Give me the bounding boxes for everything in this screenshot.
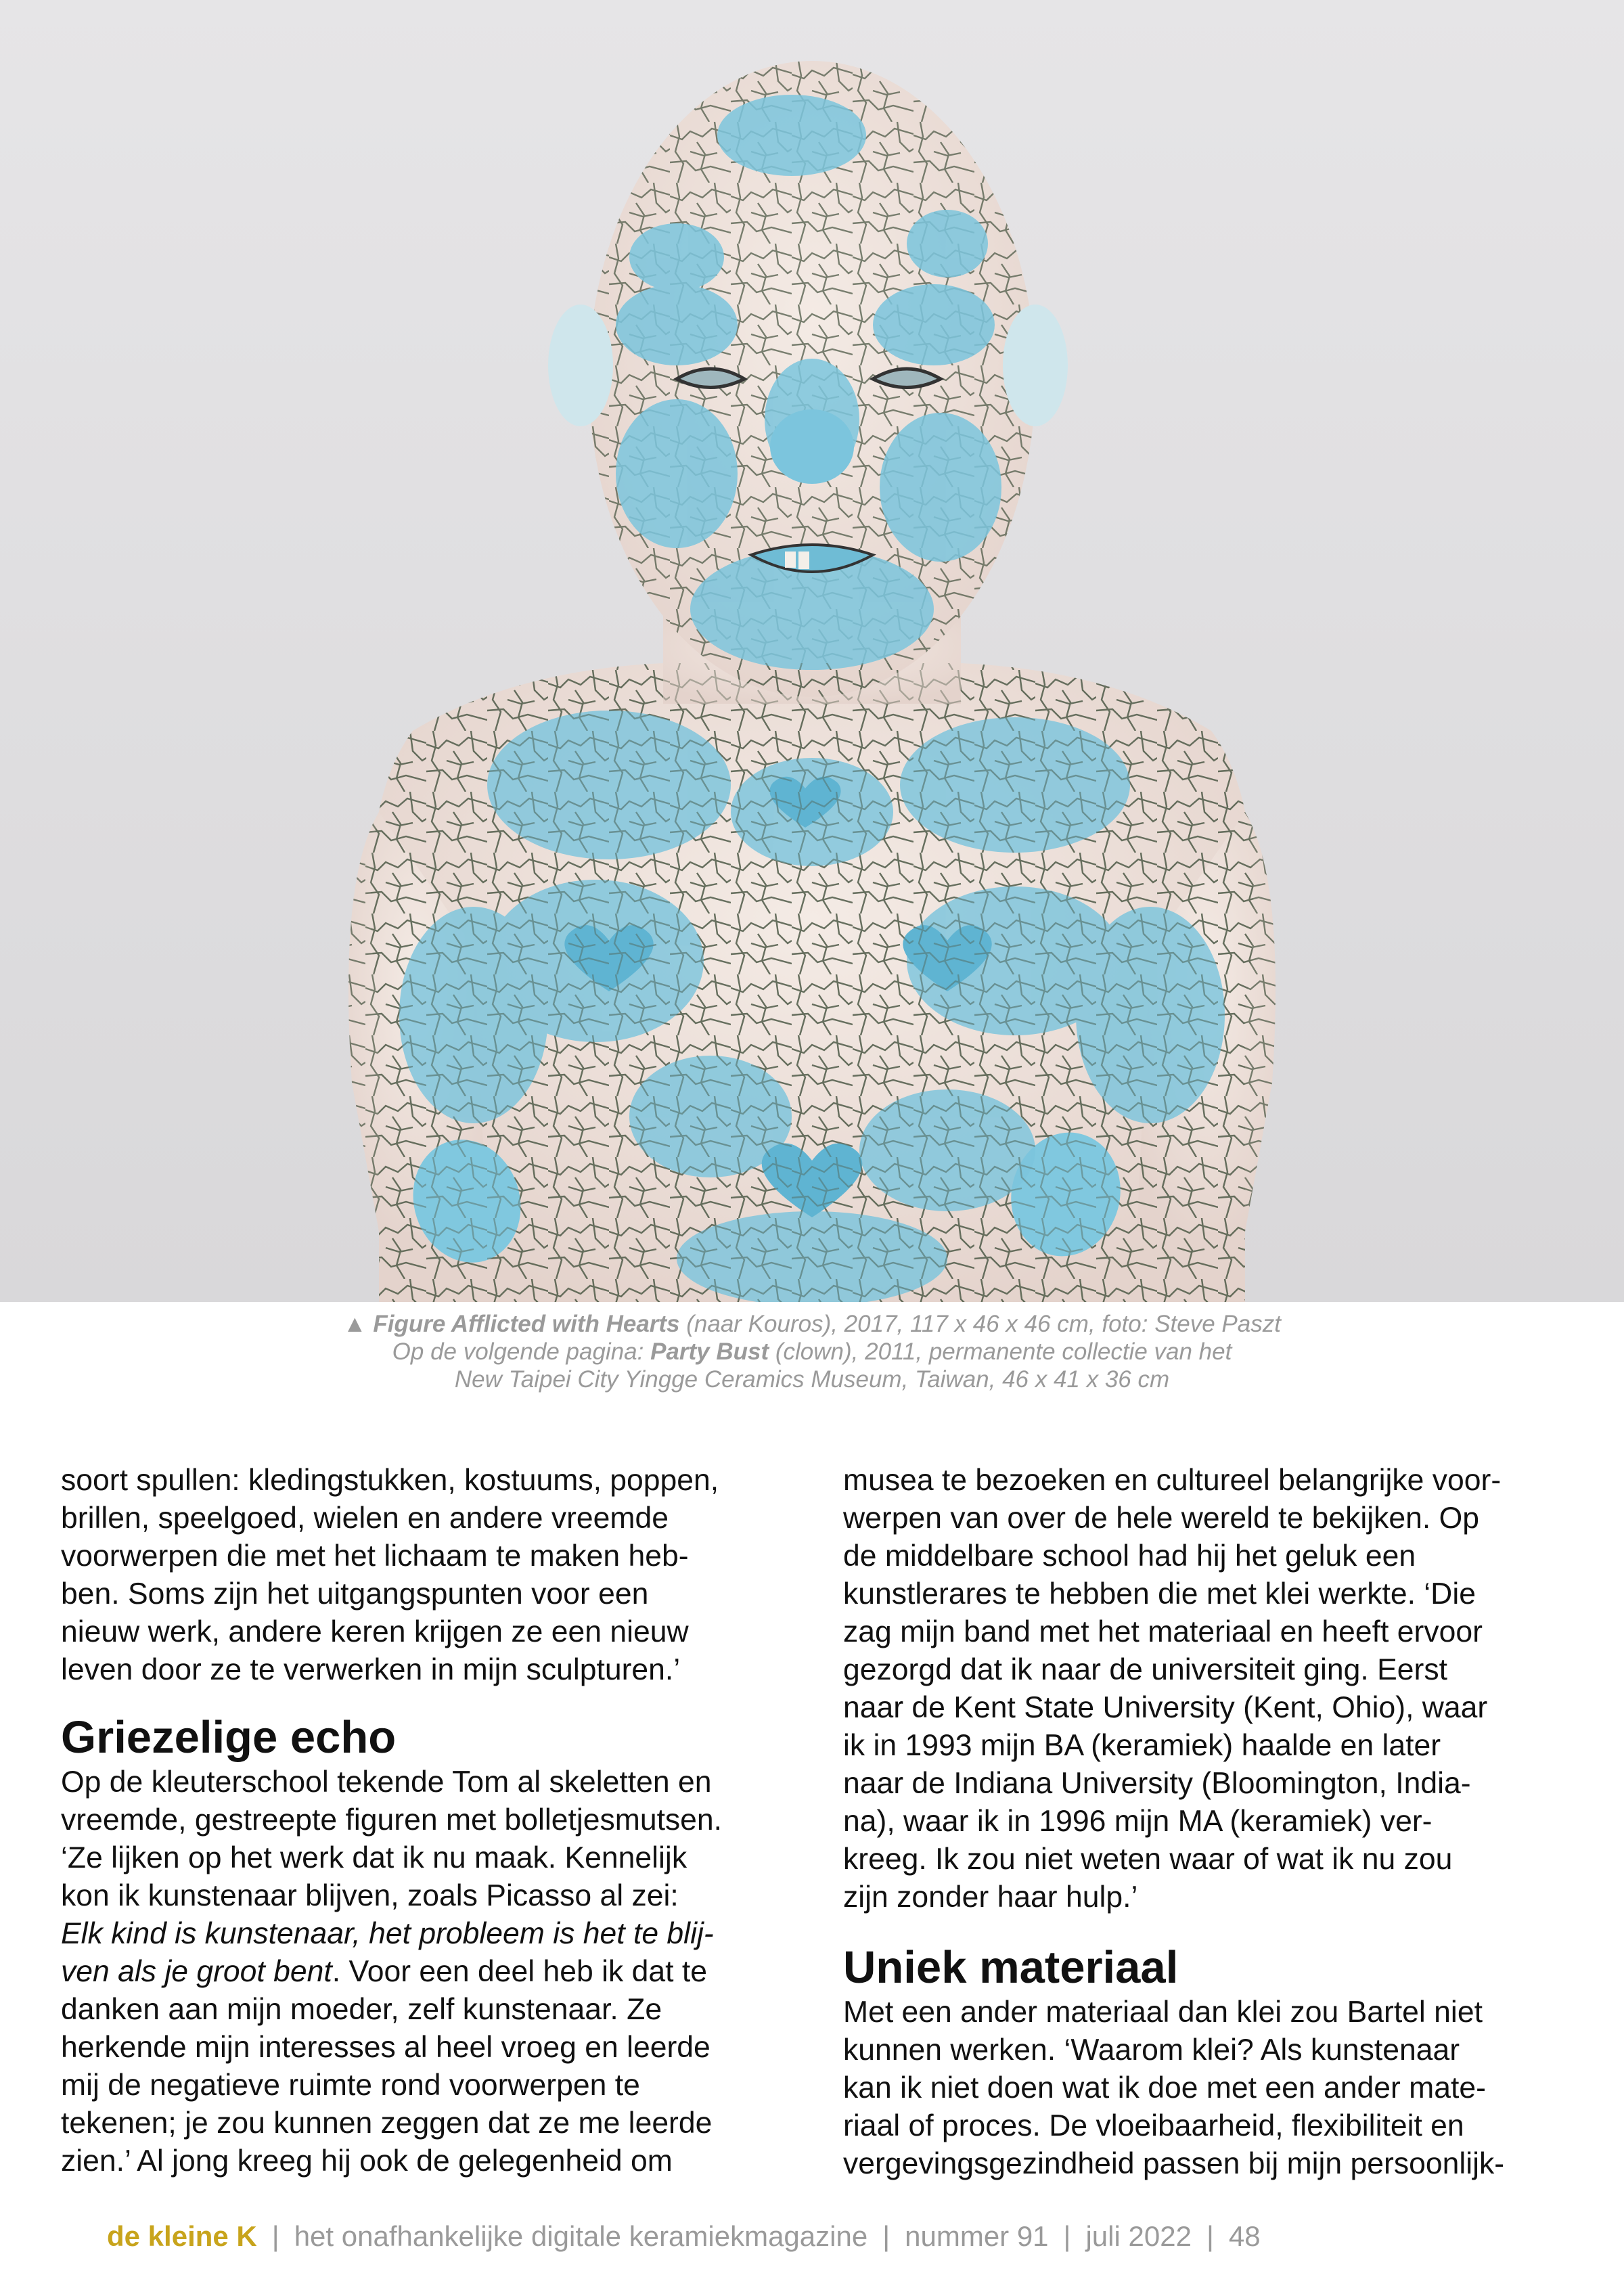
caption-line-1: [0, 1310, 1624, 1338]
picasso-quote: Elk kind is kunstenaar, het probleem is het te blij-: [61, 1917, 714, 1950]
page-number: 48: [1228, 2220, 1261, 2252]
text-line: na), waar ik in 1996 mijn MA (keramiek) ver-: [843, 1805, 1433, 1838]
photo-caption: [0, 1310, 1624, 1393]
text-line: leven door ze te verwerken in mijn sculpturen.’: [61, 1653, 681, 1686]
magazine-brand: de kleine K: [107, 2220, 257, 2252]
section-heading-uniek-materiaal: Uniek materiaal: [843, 1942, 1179, 1993]
footer-separator: |: [271, 2220, 279, 2252]
text-line: kon ik kunstenaar blijven, zoals Picasso al zei:: [61, 1879, 679, 1912]
text-line: Met een ander materiaal dan klei zou Bartel niet: [843, 1996, 1483, 2029]
text-line: soort spullen: kledingstukken, kostuums, poppen,: [61, 1464, 719, 1497]
text-line: ‘Ze lijken op het werk dat ik nu maak. Kennelijk: [61, 1841, 687, 1874]
text-line: musea te bezoeken en cultureel belangrijke voor-: [843, 1464, 1502, 1497]
text-line: werpen van over de hele wereld te bekijken. Op: [843, 1502, 1479, 1535]
right-paragraph-1: [843, 1462, 1574, 1916]
caption-line-3: New Taipei City Yingge Ceramics Museum, Taiwan, 46 x 41 x 36 cm: [454, 1366, 1170, 1393]
left-column: [61, 1462, 792, 2180]
text-line: [61, 1953, 792, 1991]
text-line: [61, 1915, 792, 1953]
left-paragraph-2: [61, 1763, 792, 2180]
section-heading-griezelige-echo: Griezelige echo: [61, 1712, 397, 1763]
text-line: kan ik niet doen wat ik doe met een ander mate-: [843, 2071, 1486, 2105]
caption-artwork-title: Figure Afflicted with Hearts: [373, 1311, 680, 1337]
spacer: [843, 1916, 1574, 1942]
right-column: [843, 1462, 1574, 2183]
text-line: vergevingsgezindheid passen bij mijn persoonlijk-: [843, 2147, 1505, 2180]
text-line: riaal of proces. De vloeibaarheid, flexibiliteit en: [843, 2109, 1464, 2142]
text-line: naar de Kent State University (Kent, Ohio), waar: [843, 1691, 1488, 1724]
text-line: kunstlerares te hebben die met klei werkte. ‘Die: [843, 1577, 1476, 1611]
right-paragraph-2: [843, 1994, 1574, 2183]
text-fragment: . Voor een deel heb ik dat te: [332, 1955, 707, 1988]
page-footer: [107, 2220, 1261, 2253]
text-line: kreeg. Ik zou niet weten waar of wat ik nu zou: [843, 1843, 1453, 1876]
text-line: de middelbare school had hij het geluk een: [843, 1539, 1416, 1573]
text-line: zien.’ Al jong kreeg hij ook de gelegenheid om: [61, 2144, 673, 2178]
caption-next-page-label: Op de volgende pagina:: [392, 1338, 651, 1365]
caption-artwork-details: (naar Kouros), 2017, 117 x 46 x 46 cm, foto: Steve Paszt: [679, 1311, 1281, 1337]
footer-separator: |: [1063, 2220, 1071, 2252]
text-line: danken aan mijn moeder, zelf kunstenaar. Ze: [61, 1993, 662, 2026]
caption-second-artwork-title: Party Bust: [650, 1338, 769, 1365]
text-line: tekenen; je zou kunnen zeggen dat ze me leerde: [61, 2107, 713, 2140]
text-line: vreemde, gestreepte figuren met bolletjesmutsen.: [61, 1803, 723, 1837]
left-paragraph-1: [61, 1462, 792, 1689]
text-line: zijn zonder haar hulp.’: [843, 1881, 1138, 1914]
text-line: herkende mijn interesses al heel vroeg en leerde: [61, 2031, 710, 2064]
issue-number: nummer 91: [905, 2220, 1049, 2252]
issue-date: juli 2022: [1085, 2220, 1192, 2252]
caption-second-artwork-details: (clown), 2011, permanente collectie van het: [769, 1338, 1232, 1365]
text-line: naar de Indiana University (Bloomington, India-: [843, 1767, 1471, 1800]
triangle-up-icon: ▲: [343, 1311, 367, 1337]
text-line: ben. Soms zijn het uitgangspunten voor een: [61, 1577, 649, 1611]
text-line: brillen, speelgoed, wielen en andere vreemde: [61, 1502, 669, 1535]
text-line: zag mijn band met het materiaal en heeft ervoor: [843, 1615, 1483, 1648]
text-line: Op de kleuterschool tekende Tom al skeletten en: [61, 1765, 712, 1799]
spacer: [61, 1689, 792, 1712]
footer-separator: |: [1206, 2220, 1214, 2252]
text-line: kunnen werken. ‘Waarom klei? Als kunstenaar: [843, 2033, 1460, 2067]
text-line: ik in 1993 mijn BA (keramiek) haalde en later: [843, 1729, 1441, 1762]
text-line: mij de negatieve ruimte rond voorwerpen te: [61, 2069, 640, 2102]
footer-separator: |: [882, 2220, 890, 2252]
magazine-tagline: het onafhankelijke digitale keramiekmagazine: [294, 2220, 868, 2252]
caption-line-2: [0, 1338, 1624, 1366]
text-line: nieuw werk, andere keren krijgen ze een nieuw: [61, 1615, 689, 1648]
text-line: gezorgd dat ik naar de universiteit ging. Eerst: [843, 1653, 1447, 1686]
text-line: voorwerpen die met het lichaam te maken heb-: [61, 1539, 689, 1573]
picasso-quote-end: ven als je groot bent: [61, 1955, 332, 1988]
